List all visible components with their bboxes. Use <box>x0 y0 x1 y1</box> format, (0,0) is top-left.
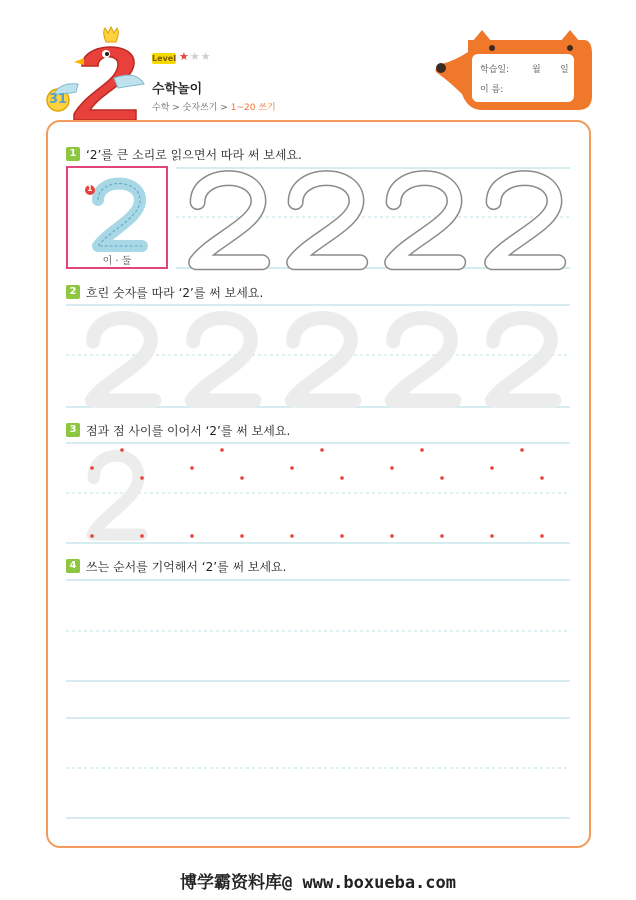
guide-dot <box>220 448 224 452</box>
guide-dot <box>340 534 344 538</box>
guide-dot <box>120 448 124 452</box>
outline-digit-two-fill <box>294 178 360 262</box>
faint-digit-two <box>292 318 355 400</box>
unit-number: 31 <box>48 92 68 107</box>
section-1-badge: 1 <box>66 147 80 161</box>
guide-dot <box>190 534 194 538</box>
faint-digit-two <box>192 318 255 400</box>
guide-dot <box>240 476 244 480</box>
guide-dot <box>90 466 94 470</box>
section-4-badge: 4 <box>66 559 80 573</box>
guide-dot <box>290 534 294 538</box>
guide-dot <box>520 448 524 452</box>
page-title: 수학놀이 <box>152 82 203 97</box>
guide-dot <box>440 476 444 480</box>
breadcrumb-path: 수학 > 숫자쓰기 > <box>152 103 231 113</box>
faint-digit-two <box>92 318 155 400</box>
faint-digit-two <box>92 456 141 535</box>
guide-dot <box>140 476 144 480</box>
name-label: 이 름: <box>480 85 504 95</box>
stroke-order-number: 1 <box>87 184 93 193</box>
guide-dot <box>320 448 324 452</box>
section-1-instruction: ‘2’를 큰 소리로 읽으면서 따라 써 보세요. <box>86 148 302 162</box>
section-2-badge: 2 <box>66 285 80 299</box>
guide-dot <box>290 466 294 470</box>
digit-reading: 이 · 둘 <box>102 256 132 267</box>
guide-dot <box>440 534 444 538</box>
guide-dot <box>140 534 144 538</box>
guide-dot <box>540 534 544 538</box>
day-label: 일 <box>560 65 569 75</box>
star-empty-icon: ★★ <box>189 50 212 63</box>
guide-dot <box>240 534 244 538</box>
breadcrumb-current: 1~20 쓰기 <box>230 103 276 113</box>
guide-dot <box>540 476 544 480</box>
section-2-instruction: 흐린 숫자를 따라 ‘2’를 써 보세요. <box>86 286 264 300</box>
guide-dot <box>420 448 424 452</box>
section-3-instruction: 점과 점 사이를 이어서 ‘2’를 써 보세요. <box>86 424 291 438</box>
guide-dot <box>390 466 394 470</box>
outline-digit-two-fill <box>196 178 262 262</box>
guide-dot <box>190 466 194 470</box>
star-filled-icon: ★ <box>179 50 190 63</box>
study-date-label: 학습일: <box>480 65 510 75</box>
outline-digit-two-fill <box>492 178 558 262</box>
guide-dot <box>490 534 494 538</box>
faint-digit-two <box>492 318 555 400</box>
outline-digit-two-fill <box>392 178 458 262</box>
faint-digit-two <box>392 318 455 400</box>
section-4-instruction: 쓰는 순서를 기억해서 ‘2’를 써 보세요. <box>86 560 287 574</box>
month-label: 월 <box>532 65 541 75</box>
section-3-badge: 3 <box>66 423 80 437</box>
guide-dot <box>340 476 344 480</box>
level-tag: Level <box>152 54 176 63</box>
footer-watermark: 博学霸资料库@ www.boxueba.com <box>180 873 456 893</box>
guide-dot <box>90 534 94 538</box>
guide-dot <box>390 534 394 538</box>
guide-dot <box>490 466 494 470</box>
